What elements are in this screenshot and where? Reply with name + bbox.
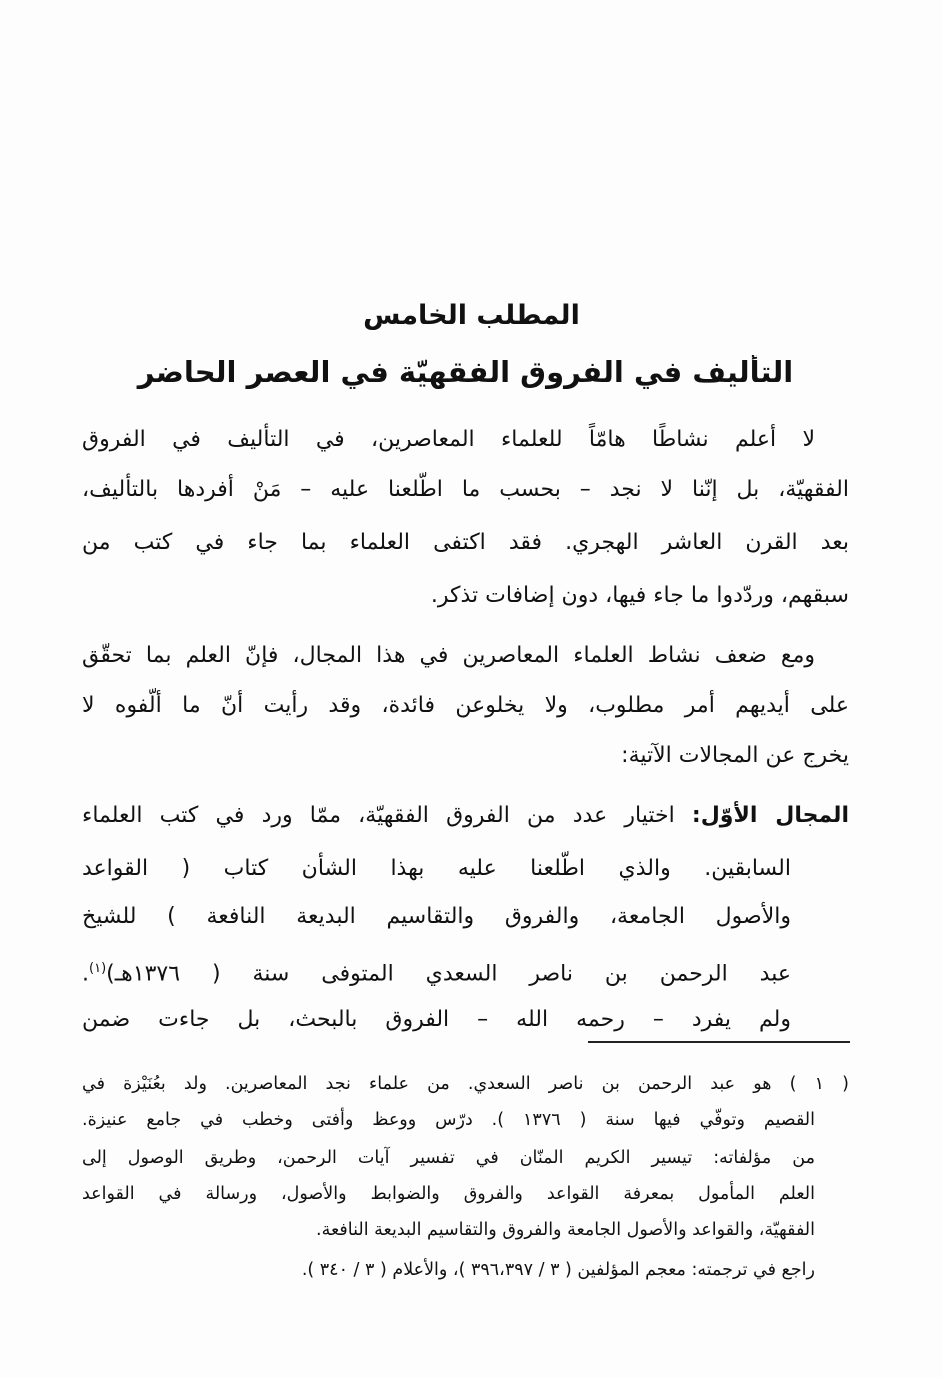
text-line: بعد القرن العاشر الهجري. فقد اكتفى العلماء بما جاء في كتب من bbox=[82, 530, 849, 555]
field-label: المجال الأوّل: bbox=[691, 803, 849, 828]
period: . bbox=[82, 961, 89, 987]
text-line: الفقهيّة، بل إنّنا لا نجد – بحسب ما اطّلعنا عليه – مَنْ أفردها بالتأليف، bbox=[82, 477, 849, 502]
text-line: ولم يفرد – رحمه الله – الفروق بالبحث، بل جاءت ضمن bbox=[82, 1007, 791, 1032]
footnote-line: العلم المأمول بمعرفة القواعد والفروق والضوابط والأصول، ورسالة في القواعد bbox=[82, 1184, 815, 1204]
text-line: والأصول الجامعة، والفروق والتقاسيم البديعة النافعة ) للشيخ bbox=[82, 904, 791, 929]
text-line: يخرج عن المجالات الآتية: bbox=[621, 743, 849, 768]
footnote-line: راجع في ترجمته: معجم المؤلفين ( ٣ / ٣٩٦،٣٩٧ )، والأعلام ( ٣ / ٣٤٠ ). bbox=[301, 1260, 815, 1280]
field-text: اختيار عدد من الفروق الفقهيّة، ممّا ورد في كتب العلماء bbox=[82, 803, 675, 828]
text-line bbox=[82, 796, 849, 836]
footnote-line: القصيم وتوفّي فيها سنة ( ١٣٧٦ ). درّس ووعظ وأفتى وخطب في جامع عنيزة. bbox=[82, 1110, 815, 1130]
text-line: ومع ضعف نشاط العلماء المعاصرين في هذا المجال، فإنّ العلم بما تحقّق bbox=[82, 643, 815, 668]
footnote-line: الفقهيّة، والقواعد والأصول الجامعة والفروق والتقاسيم البديعة النافعة. bbox=[316, 1220, 815, 1240]
text-line: السابقين. والذي اطّلعنا عليه بهذا الشأن كتاب ( القواعد bbox=[82, 856, 791, 881]
text-line: سبقهم، وردّدوا ما جاء فيها، دون إضافات تذكر. bbox=[430, 583, 849, 608]
text-line bbox=[82, 949, 791, 989]
footnote-line: من مؤلفاته: تيسير الكريم المنّان في تفسير آيات الرحمن، وطريق الوصول إلى bbox=[82, 1148, 815, 1168]
footnote-line: ( ١ ) هو عبد الرحمن بن ناصر السعدي. من علماء نجد المعاصرين. ولد بعُنَيْزة في bbox=[82, 1074, 849, 1094]
section-title: التأليف في الفروق الفقهيّة في العصر الحاضر bbox=[137, 355, 794, 389]
footnote-divider bbox=[588, 1041, 850, 1043]
field-text: عبد الرحمن بن ناصر السعدي المتوفى سنة ( ١٣٧٦هـ) bbox=[106, 961, 791, 987]
text-line: على أيديهم أمر مطلوب، ولا يخلوعن فائدة، وقد رأيت أنّ ما ألّفوه لا bbox=[82, 693, 849, 718]
text-line: لا أعلم نشاطًا هامّاً للعلماء المعاصرين، في التأليف في الفروق bbox=[82, 427, 815, 452]
section-label: المطلب الخامس bbox=[363, 300, 580, 331]
footnote-ref[interactable]: (١) bbox=[89, 961, 107, 976]
